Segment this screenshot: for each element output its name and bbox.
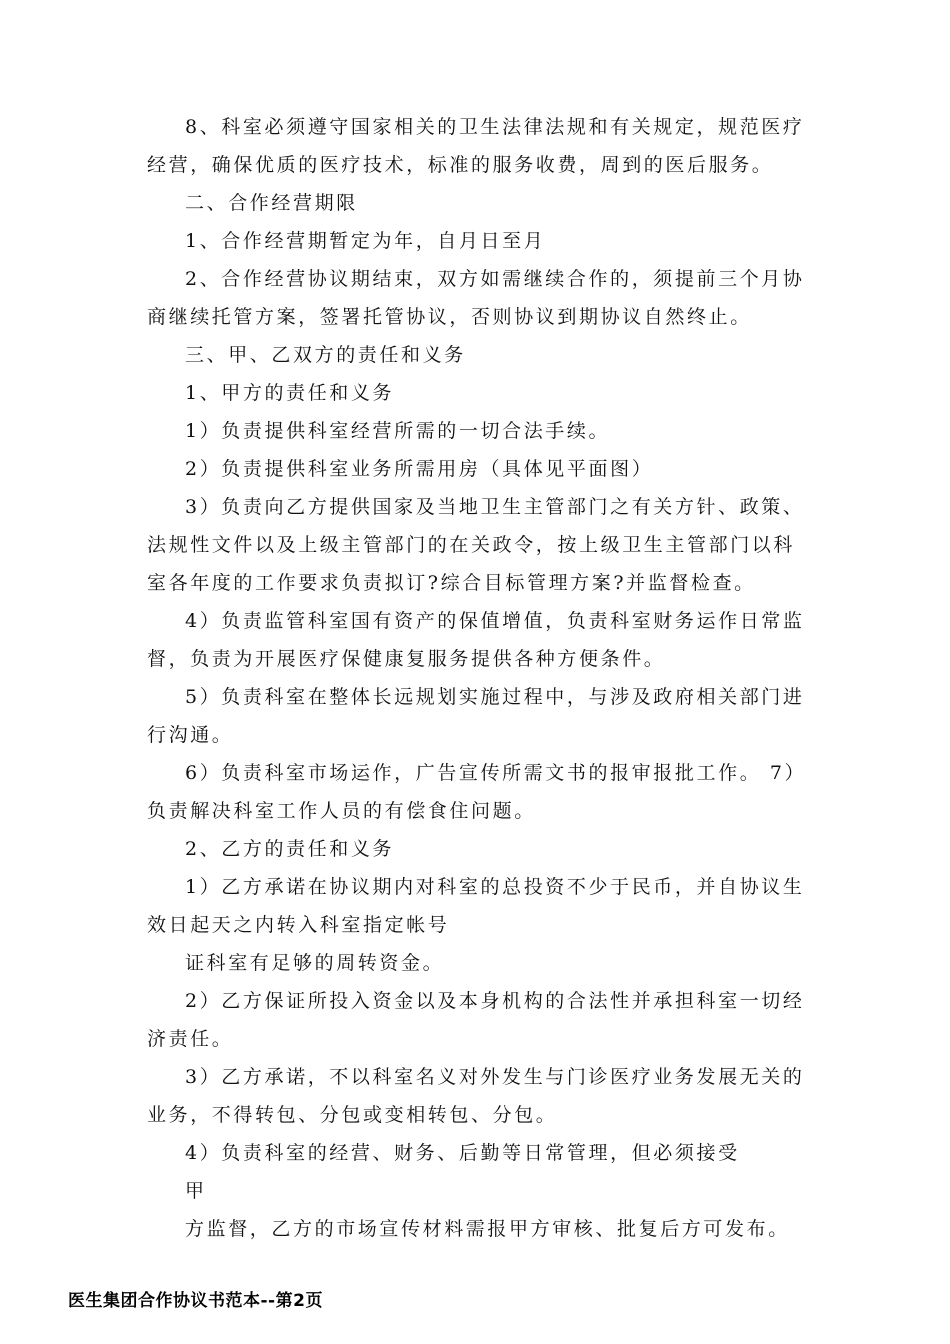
paragraph-party-b-4: 4）负责科室的经营、财务、后勤等日常管理，但必须接受	[185, 1142, 740, 1164]
section-heading-2: 二、合作经营期限	[185, 192, 358, 214]
paragraph-party-a-2: 2）负责提供科室业务所需用房（具体见平面图）	[185, 458, 654, 480]
paragraph-party-b-4-cont: 方监督，乙方的市场宣传材料需报甲方审核、批复后方可发布。	[185, 1218, 790, 1240]
document-body	[147, 108, 812, 1248]
section-heading-3: 三、甲、乙双方的责任和义务	[185, 344, 466, 366]
subheading-party-b: 2、乙方的责任和义务	[185, 838, 395, 860]
paragraph-clause-8: 8、科室必须遵守国家相关的卫生法律法规和有关规定，规范医疗经营，确保优质的医疗技术，标准的服务收费，周到的医后服务。	[147, 116, 805, 176]
paragraph-party-a-4: 4）负责监管科室国有资产的保值增值，负责科室财务运作日常监督，负责为开展医疗保健康复服务提供各种方便条件。	[147, 610, 805, 670]
paragraph-party-a-6-7: 6）负责科室市场运作，广告宣传所需文书的报审报批工作。 7）负责解决科室工作人员的有偿食住问题。	[147, 762, 807, 822]
paragraph-party-a-3: 3）负责向乙方提供国家及当地卫生主管部门之有关方针、政策、法规性文件以及上级主管部门的在关政令，按上级卫生主管部门以科室各年度的工作要求负责拟订?综合目标管理方案?并监督检查。	[147, 496, 805, 594]
paragraph-term-2: 2、合作经营协议期结束，双方如需继续合作的，须提前三个月协商继续托管方案，签署托管协议，否则协议到期协议自然终止。	[147, 268, 805, 328]
paragraph-party-a-5: 5）负责科室在整体长远规划实施过程中，与涉及政府相关部门进行沟通。	[147, 686, 805, 746]
page-footer: 医生集团合作协议书范本--第2页	[68, 1291, 323, 1311]
subheading-party-a: 1、甲方的责任和义务	[185, 382, 395, 404]
paragraph-party-b-4-fragment: 甲	[185, 1180, 207, 1202]
paragraph-party-b-1: 1）乙方承诺在协议期内对科室的总投资不少于民币，并自协议生效日起天之内转入科室指定帐号	[147, 876, 805, 936]
paragraph-party-b-2: 2）乙方保证所投入资金以及本身机构的合法性并承担科室一切经济责任。	[147, 990, 805, 1050]
paragraph-party-b-3: 3）乙方承诺，不以科室名义对外发生与门诊医疗业务发展无关的业务，不得转包、分包或变相转包、分包。	[147, 1066, 805, 1126]
paragraph-term-1: 1、合作经营期暂定为年，自月日至月	[185, 230, 546, 252]
paragraph-party-a-1: 1）负责提供科室经营所需的一切合法手续。	[185, 420, 611, 442]
paragraph-party-b-1-cont: 证科室有足够的周转资金。	[185, 952, 445, 974]
